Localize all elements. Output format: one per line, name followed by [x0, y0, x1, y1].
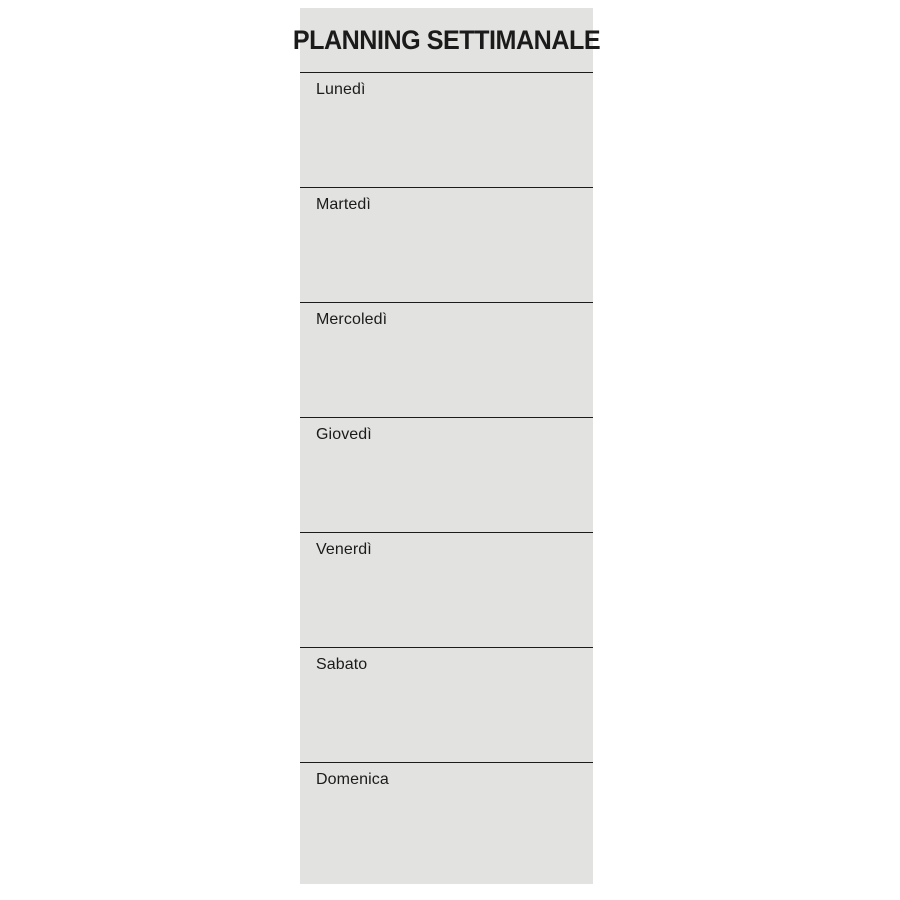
day-label-wednesday: Mercoledì [316, 311, 388, 328]
day-label-tuesday: Martedì [316, 196, 371, 213]
day-notes-monday[interactable] [300, 103, 593, 187]
day-notes-thursday[interactable] [300, 448, 593, 532]
page-title: PLANNING SETTIMANALE [292, 24, 601, 55]
day-row[interactable] [300, 647, 593, 762]
day-label-thursday: Giovedì [316, 426, 372, 443]
day-row[interactable] [300, 762, 593, 877]
day-row[interactable] [300, 417, 593, 532]
weekly-planner-sheet [292, 8, 601, 884]
day-label-monday: Lunedì [316, 81, 366, 98]
day-row[interactable] [300, 187, 593, 302]
day-notes-wednesday[interactable] [300, 333, 593, 417]
day-notes-sunday[interactable] [300, 793, 593, 877]
day-row[interactable] [300, 532, 593, 647]
day-label-saturday: Sabato [316, 656, 368, 673]
day-row[interactable] [300, 72, 593, 187]
day-row[interactable] [300, 302, 593, 417]
day-label-sunday: Domenica [316, 771, 389, 788]
day-label-friday: Venerdì [316, 541, 372, 558]
day-notes-friday[interactable] [300, 563, 593, 647]
day-notes-saturday[interactable] [300, 678, 593, 762]
day-notes-tuesday[interactable] [300, 218, 593, 302]
